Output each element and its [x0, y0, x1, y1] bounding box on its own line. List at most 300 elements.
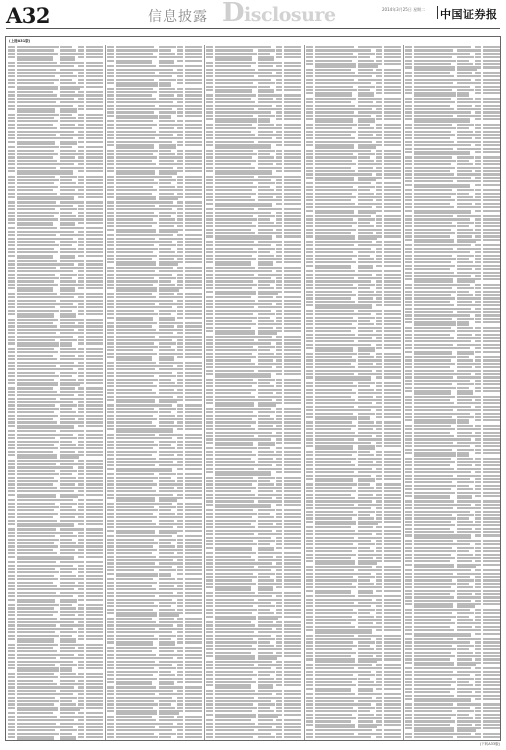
- table-cell: [86, 676, 103, 678]
- table-cell: [177, 362, 183, 364]
- table-cell: [258, 248, 275, 250]
- table-cell: [107, 365, 114, 367]
- table-cell: [376, 382, 382, 384]
- table-row: [107, 287, 202, 290]
- table-cell: [17, 127, 57, 129]
- table-cell: [78, 494, 84, 496]
- table-cell: [86, 137, 103, 139]
- table-cell: [185, 441, 202, 443]
- table-cell: [284, 635, 301, 637]
- table-cell: [215, 251, 257, 253]
- table-cell: [116, 686, 156, 688]
- table-cell: [284, 516, 301, 518]
- table-cell: [276, 72, 282, 74]
- table-cell: [284, 543, 301, 545]
- table-cell: [107, 566, 114, 568]
- table-row: [8, 425, 103, 428]
- table-cell: [358, 428, 373, 430]
- table-cell: [17, 582, 53, 584]
- table-cell: [116, 428, 160, 433]
- table-cell: [185, 681, 202, 683]
- table-cell: [185, 621, 202, 623]
- table-cell: [215, 287, 252, 289]
- table-cell: [116, 690, 160, 692]
- table-cell: [376, 153, 382, 155]
- table-cell: [206, 664, 213, 666]
- table-cell: [185, 421, 202, 423]
- table-cell: [116, 389, 152, 391]
- table-cell: [78, 647, 84, 649]
- table-cell: [116, 329, 156, 331]
- table-cell: [177, 693, 183, 695]
- table-cell: [60, 719, 74, 721]
- table-cell: [414, 189, 452, 191]
- table-cell: [78, 287, 84, 289]
- table-cell: [159, 134, 173, 136]
- table-row: [107, 356, 202, 359]
- table-cell: [159, 569, 176, 571]
- table-cell: [315, 337, 359, 339]
- table-cell: [177, 150, 183, 152]
- table-cell: [276, 674, 282, 676]
- table-cell: [60, 575, 76, 577]
- table-cell: [60, 62, 79, 64]
- table-cell: [215, 641, 257, 643]
- table-cell: [306, 494, 313, 496]
- table-cell: [60, 487, 79, 489]
- table-cell: [215, 612, 252, 614]
- table-cell: [17, 322, 53, 324]
- table-cell: [107, 585, 114, 587]
- table-cell: [358, 641, 375, 643]
- table-cell: [315, 310, 354, 312]
- table-cell: [215, 432, 259, 434]
- table-cell: [384, 461, 401, 463]
- table-cell: [8, 638, 15, 640]
- table-cell: [60, 447, 80, 449]
- table-cell: [306, 193, 313, 195]
- table-cell: [206, 628, 213, 630]
- table-cell: [358, 251, 375, 253]
- table-cell: [8, 444, 15, 446]
- table-cell: [60, 215, 76, 217]
- table-cell: [8, 53, 15, 55]
- table-cell: [60, 53, 80, 55]
- table-cell: [107, 535, 114, 537]
- table-cell: [358, 710, 370, 712]
- table-cell: [177, 131, 183, 133]
- table-cell: [284, 707, 301, 709]
- table-cell: [17, 134, 56, 136]
- table-cell: [177, 196, 183, 198]
- table-cell: [384, 229, 401, 231]
- table-cell: [315, 359, 356, 361]
- table-cell: [177, 205, 183, 207]
- table-cell: [185, 404, 202, 406]
- table-cell: [17, 470, 55, 472]
- table-cell: [8, 618, 15, 620]
- table-cell: [258, 176, 276, 178]
- table-cell: [358, 330, 373, 332]
- table-cell: [258, 707, 270, 709]
- table-cell: [258, 353, 274, 355]
- table-cell: [116, 349, 153, 351]
- table-cell: [376, 468, 382, 470]
- table-cell: [17, 368, 60, 370]
- table-cell: [376, 714, 382, 716]
- table-cell: [457, 160, 469, 162]
- table-cell: [284, 605, 301, 607]
- table-cell: [159, 707, 175, 709]
- table-cell: [86, 535, 103, 537]
- table-cell: [284, 291, 301, 293]
- table-cell: [206, 118, 213, 120]
- table-cell: [78, 280, 84, 282]
- table-cell: [475, 53, 481, 55]
- table-cell: [315, 317, 353, 319]
- table-cell: [358, 590, 373, 595]
- table-cell: [483, 79, 500, 81]
- table-cell: [60, 470, 77, 472]
- table-cell: [206, 389, 213, 391]
- table-cell: [206, 196, 213, 198]
- table-cell: [475, 203, 481, 205]
- table-cell: [284, 710, 301, 712]
- table-row: [306, 521, 401, 524]
- table-cell: [159, 329, 178, 331]
- table-cell: [78, 82, 84, 84]
- table-cell: [177, 325, 183, 327]
- table-cell: [457, 89, 474, 91]
- table-cell: [107, 664, 114, 666]
- table-cell: [284, 576, 301, 578]
- table-cell: [276, 432, 282, 434]
- table-cell: [284, 235, 301, 237]
- table-cell: [60, 208, 77, 210]
- table-cell: [384, 547, 401, 549]
- table-cell: [384, 105, 401, 107]
- table-cell: [457, 261, 473, 263]
- table-cell: [306, 468, 313, 470]
- table-cell: [159, 719, 178, 721]
- table-cell: [384, 707, 401, 709]
- table-cell: [107, 75, 114, 77]
- table-cell: [86, 124, 103, 126]
- table-cell: [306, 438, 313, 440]
- table-cell: [177, 513, 183, 515]
- table-cell: [185, 729, 202, 731]
- table-cell: [315, 579, 357, 581]
- table-cell: [306, 150, 313, 152]
- table-cell: [177, 631, 183, 633]
- table-cell: [384, 616, 401, 618]
- table-cell: [284, 229, 301, 231]
- table-cell: [258, 82, 275, 84]
- table-cell: [376, 569, 382, 571]
- table-cell: [215, 53, 257, 55]
- table-cell: [159, 310, 176, 312]
- table-row: [8, 287, 103, 290]
- table-cell: [284, 442, 301, 444]
- table-cell: [60, 127, 79, 129]
- table-cell: [215, 182, 253, 184]
- table-cell: [284, 655, 301, 657]
- table-cell: [306, 645, 313, 647]
- table-cell: [358, 454, 374, 456]
- table-cell: [215, 671, 253, 673]
- table-cell: [78, 75, 84, 77]
- table-cell: [60, 284, 80, 286]
- table-cell: [215, 353, 252, 355]
- table-cell: [215, 664, 254, 666]
- table-cell: [306, 131, 313, 133]
- table-cell: [60, 322, 75, 324]
- table-cell: [358, 554, 378, 556]
- table-cell: [8, 137, 15, 139]
- table-cell: [17, 571, 59, 573]
- table-cell: [306, 310, 313, 312]
- table-cell: [376, 101, 382, 103]
- table-cell: [215, 186, 257, 188]
- table-cell: [284, 641, 301, 643]
- table-cell: [107, 678, 114, 680]
- table-cell: [215, 566, 254, 568]
- table-cell: [376, 399, 382, 401]
- table-cell: [185, 306, 202, 308]
- table-cell: [185, 415, 202, 417]
- table-cell: [258, 396, 277, 398]
- table-cell: [306, 736, 313, 738]
- table-cell: [177, 451, 183, 453]
- table-cell: [315, 497, 355, 499]
- table-cell: [8, 94, 15, 96]
- table-cell: [177, 549, 183, 551]
- table-cell: [86, 654, 103, 656]
- table-cell: [116, 556, 156, 558]
- table-cell: [8, 628, 15, 630]
- table-cell: [8, 733, 15, 735]
- table-cell: [384, 402, 401, 404]
- table-cell: [258, 509, 275, 511]
- table-cell: [284, 225, 301, 227]
- table-cell: [258, 451, 274, 453]
- table-cell: [306, 616, 313, 618]
- table-cell: [185, 641, 202, 643]
- table-cell: [107, 79, 114, 81]
- table-cell: [116, 530, 155, 535]
- table-cell: [159, 480, 175, 482]
- table-cell: [60, 336, 73, 338]
- table-cell: [258, 723, 277, 725]
- table-cell: [107, 506, 114, 508]
- table-cell: [258, 602, 271, 604]
- table-cell: [17, 365, 56, 367]
- table-cell: [315, 53, 353, 55]
- table-cell: [116, 153, 153, 155]
- table-cell: [358, 475, 371, 477]
- table-cell: [159, 332, 173, 334]
- table-cell: [414, 239, 454, 244]
- table-cell: [159, 365, 173, 367]
- table-cell: [358, 297, 373, 299]
- table-cell: [107, 686, 114, 688]
- table-cell: [384, 595, 401, 597]
- table-cell: [384, 280, 401, 282]
- table-cell: [78, 375, 84, 377]
- table-cell: [315, 189, 357, 191]
- table-cell: [86, 411, 103, 413]
- table-cell: [107, 497, 114, 499]
- table-cell: [276, 82, 282, 84]
- table-cell: [17, 146, 59, 148]
- table-cell: [384, 196, 401, 198]
- table-cell: [17, 387, 53, 389]
- table-cell: [276, 418, 282, 420]
- table-cell: [358, 79, 376, 81]
- table-cell: [315, 511, 353, 513]
- table-cell: [177, 300, 183, 302]
- table-cell: [276, 274, 282, 276]
- table-cell: [17, 82, 54, 84]
- table-cell: [414, 115, 453, 117]
- table-cell: [276, 638, 282, 640]
- table-cell: [315, 622, 351, 624]
- table-cell: [206, 490, 213, 492]
- table-cell: [206, 235, 213, 237]
- table-cell: [86, 463, 103, 465]
- table-cell: [206, 336, 213, 338]
- table-cell: [258, 101, 277, 103]
- table-cell: [116, 98, 156, 100]
- table-row: [8, 382, 103, 385]
- table-row: [206, 291, 301, 294]
- table-cell: [86, 568, 103, 570]
- table-cell: [284, 232, 301, 234]
- table-cell: [185, 635, 202, 637]
- table-cell: [376, 497, 382, 499]
- table-cell: [185, 88, 202, 90]
- table-cell: [159, 150, 171, 152]
- table-cell: [78, 571, 84, 573]
- table-cell: [276, 258, 282, 260]
- table-cell: [185, 60, 202, 62]
- table-cell: [8, 528, 15, 530]
- table-cell: [376, 445, 382, 447]
- table-cell: [159, 205, 177, 207]
- table-cell: [78, 466, 84, 468]
- table-cell: [276, 379, 282, 381]
- table-cell: [284, 468, 301, 470]
- table-cell: [185, 542, 202, 544]
- table-cell: [206, 385, 213, 387]
- table-cell: [206, 82, 213, 84]
- table-cell: [206, 648, 213, 650]
- table-cell: [358, 160, 374, 162]
- table-cell: [185, 447, 202, 449]
- table-cell: [284, 382, 301, 384]
- table-cell: [315, 258, 352, 260]
- table-cell: [116, 638, 158, 640]
- table-cell: [185, 201, 202, 203]
- table-cell: [376, 605, 382, 607]
- table-cell: [8, 336, 15, 338]
- table-cell: [78, 542, 84, 544]
- table-cell: [358, 514, 370, 516]
- table-cell: [475, 225, 481, 227]
- table-cell: [376, 337, 382, 339]
- table-cell: [258, 494, 277, 496]
- table-cell: [107, 483, 114, 485]
- table-cell: [177, 480, 183, 482]
- table-cell: [116, 503, 159, 505]
- table-cell: [358, 327, 378, 329]
- table-cell: [177, 270, 183, 272]
- table-cell: [107, 124, 114, 126]
- table-cell: [306, 543, 313, 545]
- table-cell: [376, 111, 382, 113]
- table-cell: [405, 92, 412, 94]
- table-cell: [8, 425, 15, 427]
- table-cell: [86, 313, 103, 315]
- table-cell: [60, 686, 74, 688]
- table-cell: [17, 65, 61, 67]
- table-cell: [475, 184, 481, 186]
- table-cell: [116, 156, 157, 158]
- table-cell: [358, 141, 372, 143]
- table-cell: [159, 681, 174, 686]
- table-cell: [185, 428, 202, 430]
- table-cell: [159, 141, 172, 143]
- table-cell: [306, 619, 313, 621]
- table-cell: [116, 303, 155, 305]
- table-cell: [276, 115, 282, 117]
- table-cell: [8, 614, 15, 616]
- table-cell: [116, 483, 157, 485]
- table-cell: [78, 244, 84, 246]
- table-cell: [284, 101, 301, 103]
- table-cell: [17, 53, 58, 55]
- table-cell: [86, 539, 103, 541]
- table-cell: [159, 186, 175, 188]
- table-cell: [8, 545, 15, 547]
- table-cell: [384, 560, 401, 562]
- table-cell: [159, 261, 178, 266]
- table-cell: [159, 468, 172, 473]
- table-cell: [315, 206, 359, 208]
- table-cell: [177, 342, 183, 344]
- table-cell: [276, 552, 282, 554]
- table-cell: [8, 215, 15, 217]
- table-cell: [306, 225, 313, 227]
- table-cell: [185, 150, 202, 152]
- table-cell: [17, 552, 57, 554]
- table-cell: [185, 612, 202, 614]
- table-cell: [116, 79, 154, 81]
- table-cell: [116, 131, 156, 133]
- table-cell: [405, 156, 412, 158]
- table-cell: [358, 451, 370, 453]
- table-row: [8, 454, 103, 457]
- table-cell: [358, 225, 374, 227]
- table-cell: [276, 160, 282, 162]
- table-cell: [177, 261, 183, 263]
- table-cell: [376, 304, 382, 306]
- table-row: [306, 658, 401, 661]
- table-cell: [315, 454, 352, 456]
- table-cell: [206, 547, 213, 549]
- table-cell: [414, 137, 450, 139]
- table-cell: [159, 437, 172, 439]
